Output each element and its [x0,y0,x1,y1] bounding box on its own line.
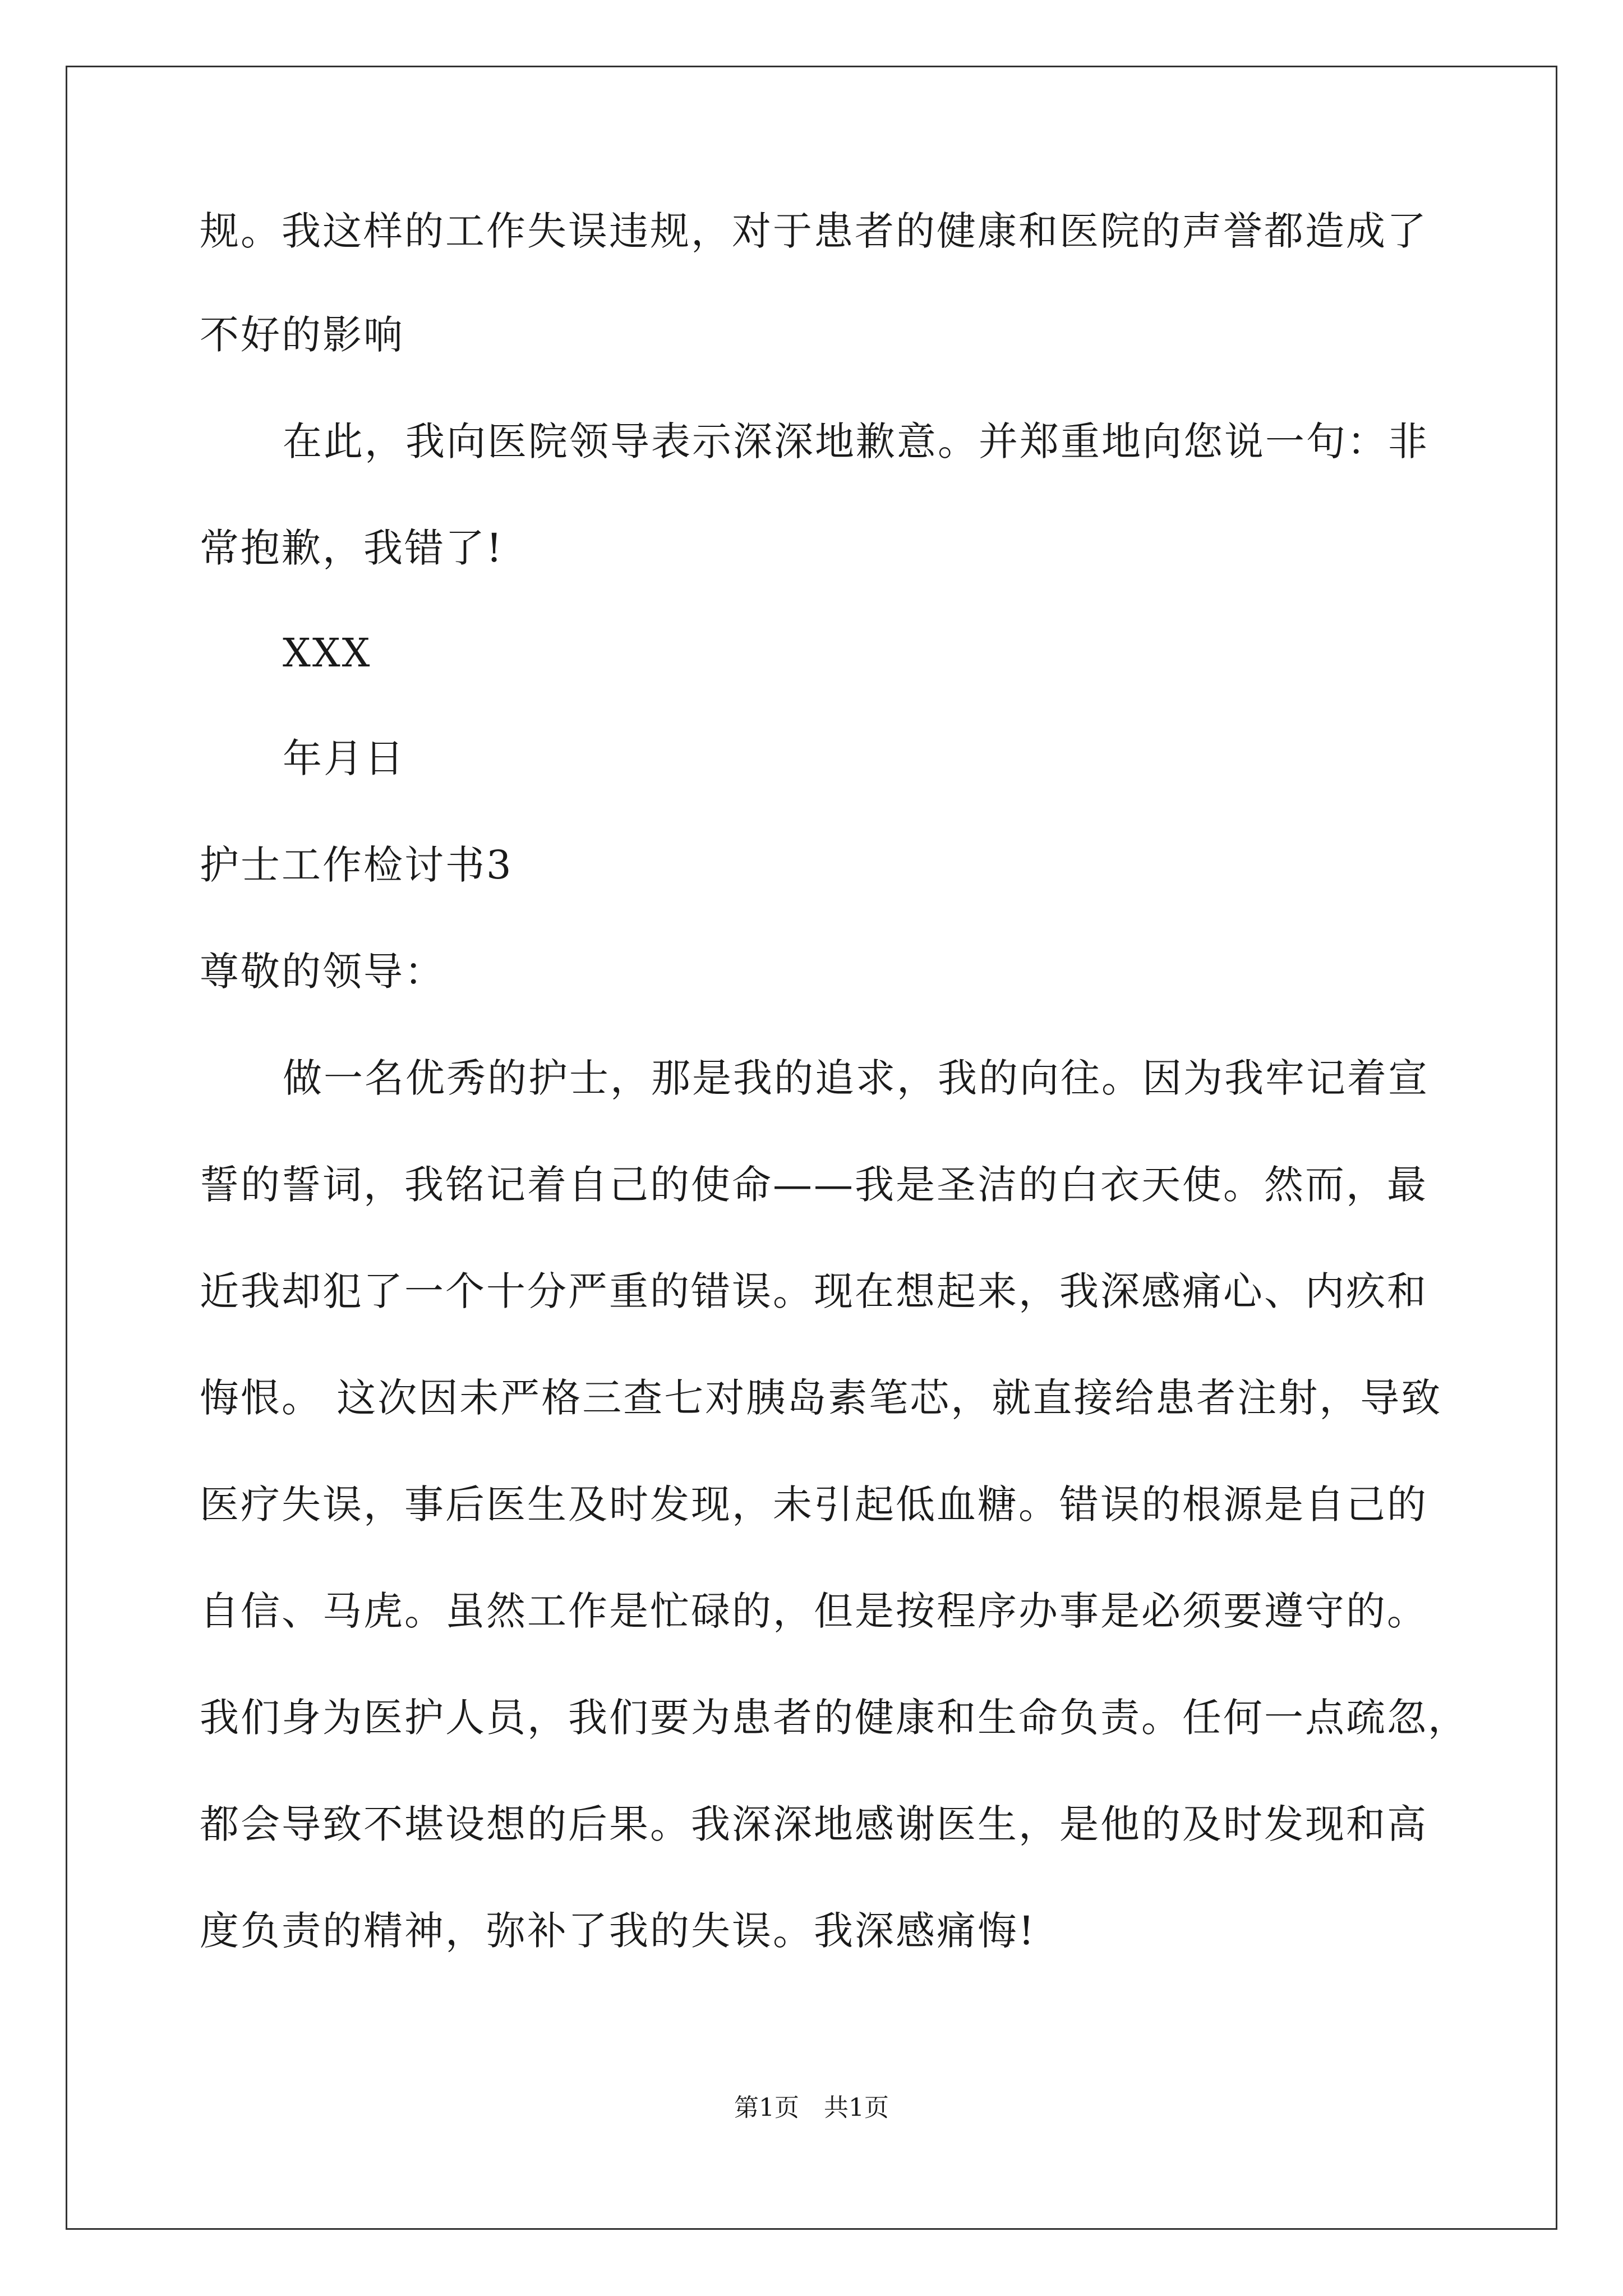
signature-date: 年月日 [283,735,405,781]
paragraph-line: 不好的影响 [200,312,404,358]
page-number: 第1页 共1页 [734,2093,889,2122]
paragraph-line: 近我却犯了一个十分严重的错误。现在想起来，我深感痛心、内疚和 [200,1268,1428,1314]
paragraph-line: 常抱歉，我错了! [200,525,504,571]
paragraph-line: 誓的誓词，我铭记着自己的使命——我是圣洁的白衣天使。然而，最 [200,1162,1428,1208]
paragraph-line: 在此，我向医院领导表示深深地歉意。并郑重地向您说一句：非 [283,418,1429,464]
signature-name: XXX [283,630,372,676]
paragraph-line: 我们身为医护人员，我们要为患者的健康和生命负责。任何一点疏忽， [200,1695,1469,1741]
section-title: 护士工作检讨书3 [200,842,513,888]
salutation: 尊敬的领导： [200,949,445,995]
paragraph-line: 做一名优秀的护士，那是我的追求，我的向往。因为我牢记着宣 [283,1055,1429,1101]
paragraph-line: 规。我这样的工作失误违规，对于患者的健康和医院的声誉都造成了 [200,208,1428,254]
paragraph-line: 自信、马虎。虽然工作是忙碌的，但是按程序办事是必须要遵守的。 [200,1588,1428,1634]
paragraph-line: 医疗失误，事后医生及时发现，未引起低血糖。错误的根源是自己的 [200,1481,1428,1527]
paragraph-line: 度负责的精神，弥补了我的失误。我深感痛悔! [200,1908,1036,1954]
paragraph-line: 悔恨。 这次因未严格三查七对胰岛素笔芯，就直接给患者注射，导致 [200,1375,1442,1421]
paragraph-line: 都会导致不堪设想的后果。我深深地感谢医生，是他的及时发现和高 [200,1801,1428,1847]
